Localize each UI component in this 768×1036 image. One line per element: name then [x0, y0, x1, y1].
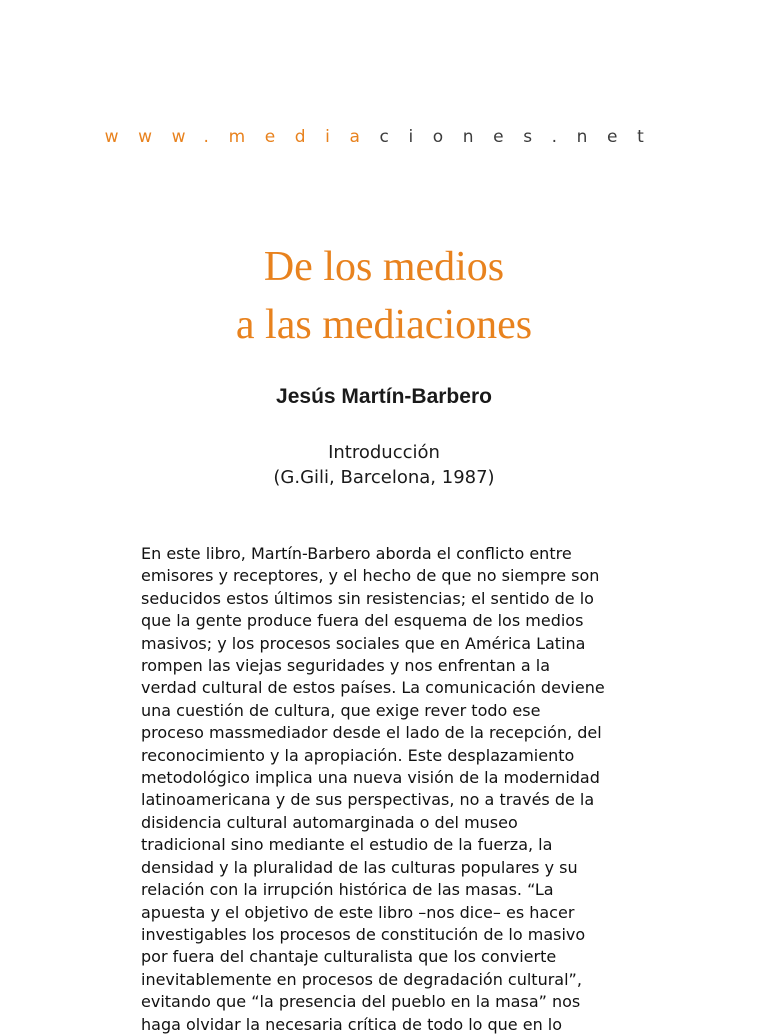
document-title [0, 238, 768, 354]
abstract-line: verdad cultural de estos países. La comunicación deviene [141, 678, 605, 698]
abstract-line: densidad y la pluralidad de las culturas populares y su [141, 857, 578, 877]
site-url-rest: ciones.net [379, 127, 664, 147]
abstract-line: latinoamericana y de sus perspectivas, no a través de la [141, 790, 595, 810]
abstract-paragraph [141, 543, 651, 1036]
abstract-line: metodológico implica una nueva visión de la modernidad [141, 768, 600, 788]
abstract-line: emisores y receptores, y el hecho de que no siempre son [141, 566, 600, 586]
site-url-header[interactable] [0, 126, 768, 148]
abstract-line: relación con la irrupción histórica de las masas. “La [141, 880, 554, 900]
site-url-accent: www.media [104, 127, 380, 147]
abstract-line: masivos; y los procesos sociales que en América Latina [141, 633, 586, 653]
section-heading: Introducción [328, 442, 440, 463]
abstract-line: por fuera del chantaje culturalista que los convierte [141, 947, 557, 967]
abstract-line: apuesta y el objetivo de este libro –nos dice– es hacer [141, 902, 575, 922]
abstract-line: proceso massmediador desde el lado de la recepción, del [141, 723, 602, 743]
title-line-1: De los medios [263, 244, 505, 290]
abstract-line: rompen las viejas seguridades y nos enfrentan a la [141, 656, 550, 676]
abstract-line: reconocimiento y la apropiación. Este desplazamiento [141, 745, 575, 765]
abstract-line: seducidos estos últimos sin resistencias; el sentido de lo [141, 588, 594, 608]
title-line-2: a las mediaciones [235, 302, 533, 348]
abstract-line: disidencia cultural automarginada o del museo [141, 812, 518, 832]
section-info [0, 440, 768, 490]
abstract-line: investigables los procesos de constitución de lo masivo [141, 924, 586, 944]
abstract-line: evitando que “la presencia del pueblo en la masa” nos [141, 992, 581, 1012]
author-name: Jesús Martín-Barbero [276, 385, 492, 408]
publication-info: (G.Gili, Barcelona, 1987) [273, 467, 495, 488]
abstract-line: inevitablemente en procesos de degradación cultural”, [141, 969, 582, 989]
abstract-line: una cuestión de cultura, que exige rever todo ese [141, 700, 541, 720]
abstract-line: que la gente produce fuera del esquema de los medios [141, 611, 584, 631]
abstract-line: En este libro, Martín-Barbero aborda el conflicto entre [141, 544, 572, 563]
abstract-line: tradicional sino mediante el estudio de la fuerza, la [141, 835, 553, 855]
abstract-line: haga olvidar la necesaria crítica de todo lo que en lo [141, 1014, 563, 1034]
